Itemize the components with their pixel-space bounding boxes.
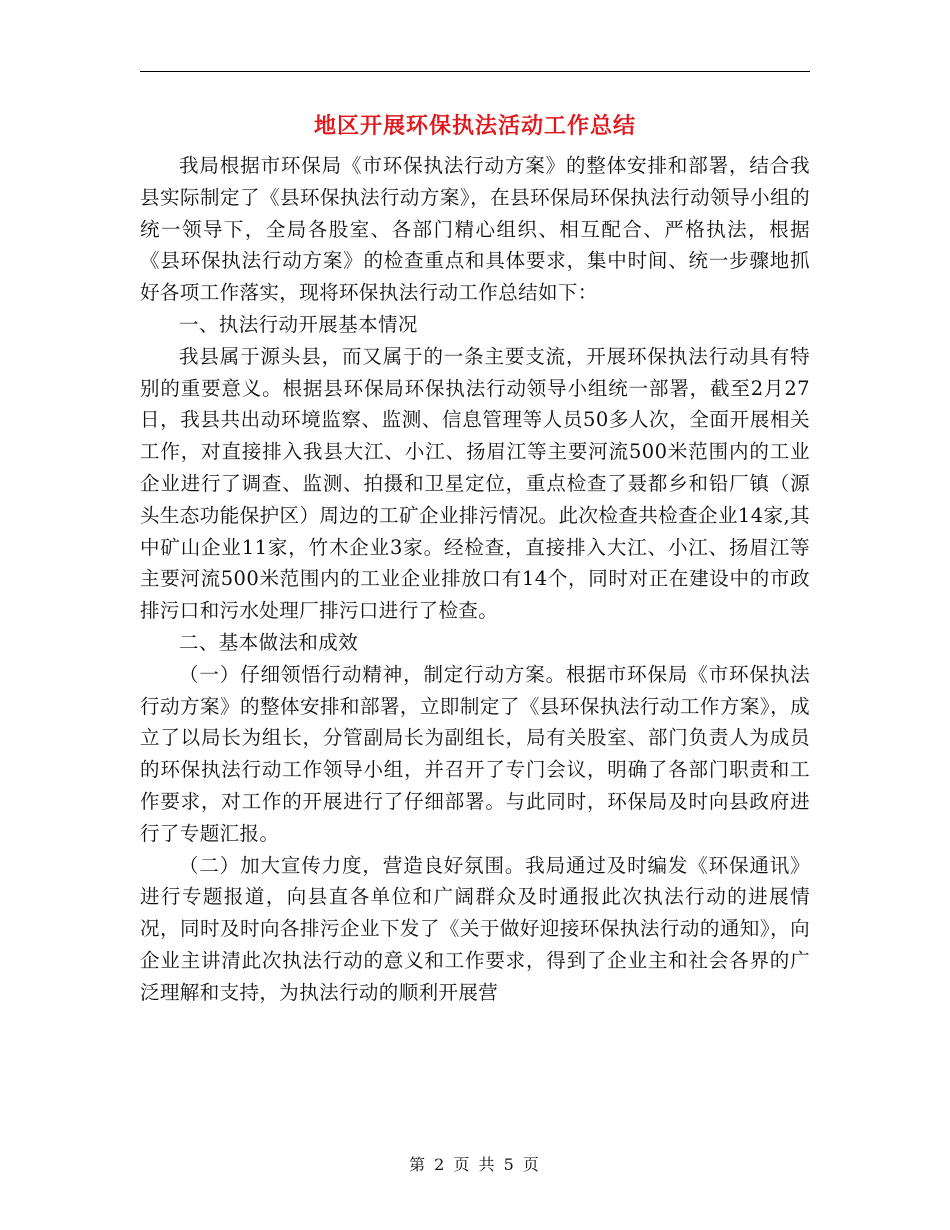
section-1-paragraph: 我县属于源头县，而又属于的一条主要支流，开展环保执法行动具有特别的重要意义。根据县环保局环保执法行动领导小组统一部署，截至2月27日，我县共出动环境监察、监测、信息管理等人员50多人次，全面开展相关工作，对直接排入我县大江、小江、扬眉江等主要河流500米范围内的工业企业进行了调查、监测、拍摄和卫星定位，重点检查了聂都乡和铅厂镇（源头生态功能保护区）周边的工矿企业排污情况。此次检查共检查企业14家,其中矿山企业11家，竹木企业3家。经检查，直接排入大江、小江、扬眉江等主要河流500米范围内的工业企业排放口有14个，同时对正在建设中的市政排污口和污水处理厂排污口进行了检查。: [140, 344, 810, 623]
section-heading-2: 二、基本做法和成效: [179, 630, 359, 654]
page-number: 第 2 页 共 5 页: [409, 1155, 541, 1174]
intro-paragraph: 我局根据市环保局《市环保执法行动方案》的整体安排和部署，结合我县实际制定了《县环保执法行动方案》，在县环保局环保执法行动领导小组的统一领导下，全局各股室、各部门精心组织、相互配合、严格执法，根据《县环保执法行动方案》的检查重点和具体要求，集中时间、统一步骤地抓好各项工作落实，现将环保执法行动工作总结如下：: [140, 154, 810, 305]
document-title: 地区开展环保执法活动工作总结: [313, 113, 636, 139]
subsection-1-paragraph: （一）仔细领悟行动精神，制定行动方案。根据市环保局《市环保执法行动方案》的整体安排和部署，立即制定了《县环保执法行动工作方案》，成立了以局长为组长，分管副局长为副组长，局有关股室、部门负责人为成员的环保执法行动工作领导小组，并召开了专门会议，明确了各部门职责和工作要求，对工作的开展进行了仔细部署。与此同时，环保局及时向县政府进行了专题汇报。: [140, 662, 810, 845]
header-rule: [140, 71, 810, 72]
document-body: [140, 150, 810, 1009]
subsection-2-paragraph: （二）加大宣传力度，营造良好氛围。我局通过及时编发《环保通讯》进行专题报道，向县直各单位和广阔群众及时通报此次执法行动的进展情况，同时及时向各排污企业下发了《关于做好迎接环保执法行动的通知》，向企业主讲清此次执法行动的意义和工作要求，得到了企业主和社会各界的广泛理解和支持，为执法行动的顺利开展营: [140, 853, 810, 1004]
section-heading-1: 一、执法行动开展基本情况: [179, 312, 418, 336]
